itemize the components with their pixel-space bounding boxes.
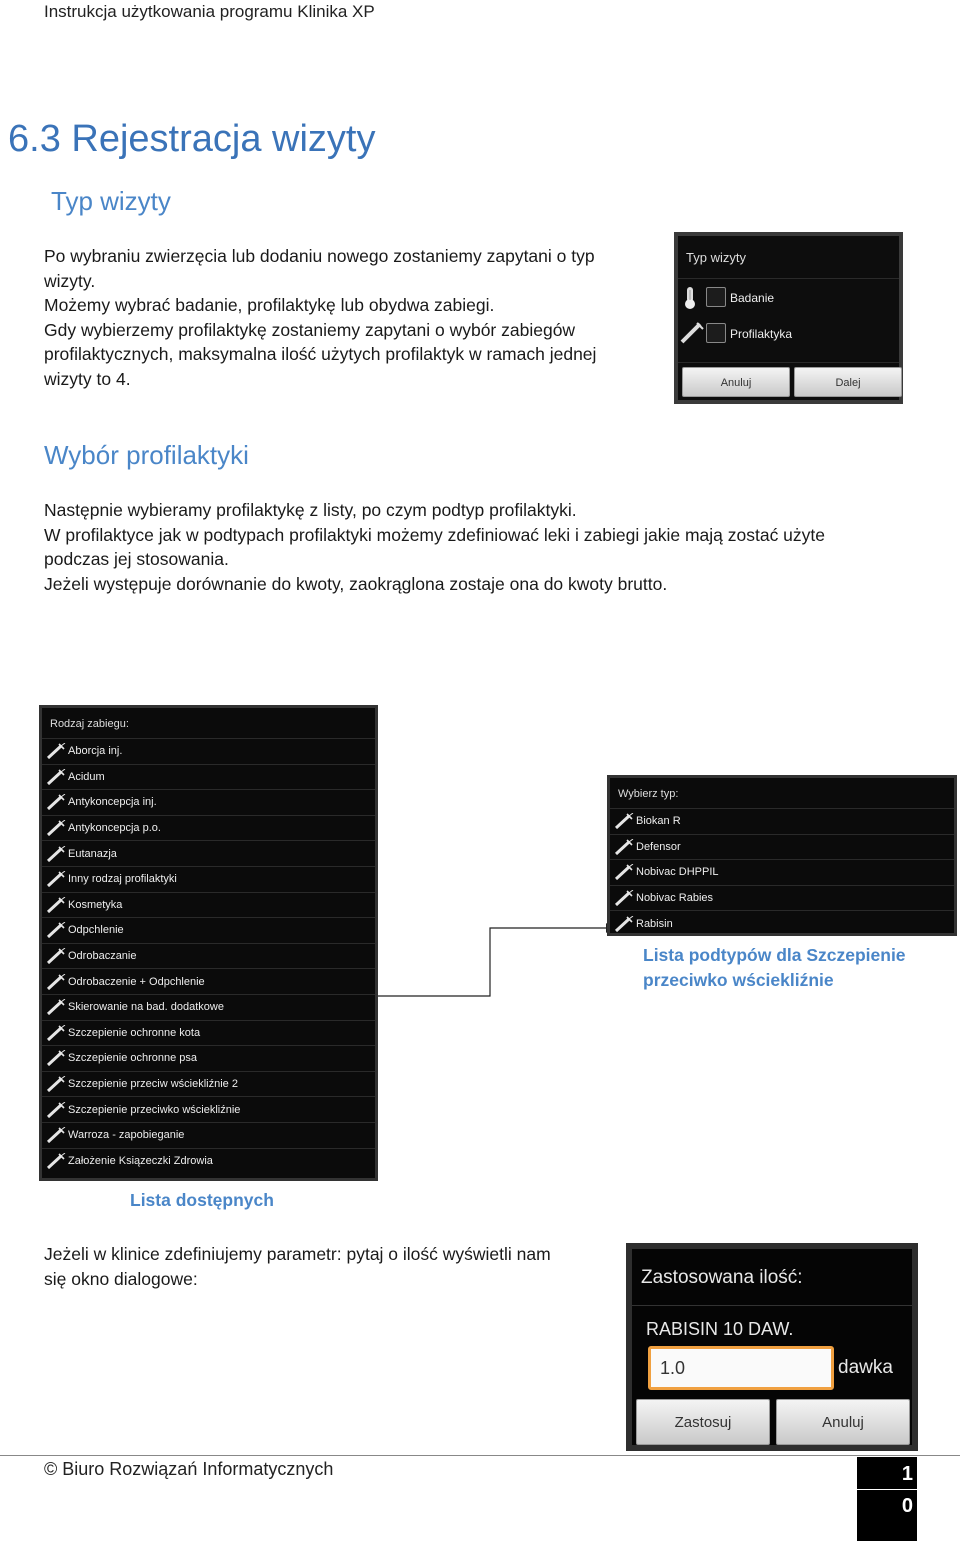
list-item[interactable] bbox=[42, 943, 375, 969]
list-item[interactable] bbox=[42, 764, 375, 790]
syringe-icon bbox=[46, 769, 66, 785]
quantity-dialog bbox=[626, 1243, 918, 1451]
syringe-icon bbox=[614, 916, 634, 932]
syringe-icon bbox=[46, 820, 66, 836]
list-item-label: Warroza - zapobieganie bbox=[68, 1129, 185, 1142]
list-item[interactable] bbox=[42, 1096, 375, 1122]
paragraph-line: Gdy wybierzemy profilaktykę zostaniemy zapytani o wybór zabiegów bbox=[44, 319, 576, 340]
paragraph-line: Po wybraniu zwierzęcia lub dodaniu nowego zostaniemy zapytani o typ bbox=[44, 246, 595, 266]
syringe-icon bbox=[46, 1025, 66, 1041]
syringe-icon bbox=[46, 871, 66, 887]
subtype-list bbox=[607, 775, 957, 936]
syringe-icon bbox=[614, 864, 634, 880]
syringe-icon bbox=[46, 999, 66, 1015]
paragraph-line: profilaktycznych, maksymalna ilość użytych profilaktyk w ramach jednej bbox=[44, 344, 597, 365]
paragraph-line: wizyty to 4. bbox=[44, 368, 131, 389]
list-item-label: Inny rodzaj profilaktyki bbox=[68, 873, 177, 886]
paragraph-line: Jeżeli w klinice zdefiniujemy parametr: pytaj o ilość wyświetli nam bbox=[44, 1244, 551, 1264]
cancel-button[interactable]: Anuluj bbox=[776, 1399, 910, 1445]
list-item-label: Szczepienie ochronne kota bbox=[68, 1026, 201, 1039]
list-item-label: Odpchlenie bbox=[68, 924, 124, 937]
subtype-caption bbox=[643, 943, 906, 993]
product-name: RABISIN 10 DAW. bbox=[646, 1319, 794, 1339]
option-label: Profilaktyka bbox=[730, 327, 793, 341]
list-item[interactable] bbox=[610, 834, 954, 860]
next-button[interactable]: Dalej bbox=[794, 367, 902, 397]
list-item-label: Kosmetyka bbox=[68, 898, 123, 911]
list-item[interactable] bbox=[42, 1071, 375, 1097]
list-item-label: Aborcja inj. bbox=[68, 745, 123, 758]
syringe-icon bbox=[614, 839, 634, 855]
syringe-icon bbox=[46, 794, 66, 810]
quantity-input[interactable] bbox=[648, 1346, 834, 1390]
list-item[interactable] bbox=[610, 885, 954, 911]
page-number bbox=[857, 1457, 917, 1541]
footer-text: © Biuro Rozwiązań Informatycznych bbox=[44, 1459, 334, 1479]
prophylaxis-heading: Wybór profilaktyki bbox=[44, 440, 249, 470]
paragraph-line: Możemy wybrać badanie, profilaktykę lub obydwa zabiegi. bbox=[44, 295, 495, 316]
syringe-icon bbox=[46, 743, 66, 759]
caption-line: przeciwko wściekliźnie bbox=[643, 970, 834, 990]
prophylaxis-type-list bbox=[39, 705, 378, 1181]
list-item[interactable] bbox=[42, 994, 375, 1020]
list-item-label: Nobivac DHPPIL bbox=[636, 866, 719, 879]
list-item-label: Skierowanie na bad. dodatkowe bbox=[68, 1001, 224, 1014]
option-label: Badanie bbox=[730, 291, 775, 305]
list-item[interactable] bbox=[42, 866, 375, 892]
visit-type-dialog bbox=[674, 232, 903, 404]
list-item-label: Założenie Ksiązeczki Zdrowia bbox=[68, 1154, 213, 1167]
list-item[interactable] bbox=[42, 917, 375, 943]
list-item-label: Acidum bbox=[68, 770, 105, 783]
paragraph-line: się okno dialogowe: bbox=[44, 1268, 198, 1289]
dialog-title: Zastosowana ilość: bbox=[641, 1267, 803, 1288]
list-header: Wybierz typ: bbox=[618, 788, 679, 800]
list-item-label: Rabisin bbox=[636, 917, 673, 930]
list-item-label: Antykoncepcja inj. bbox=[68, 796, 157, 809]
list-item-label: Szczepienie przeciwko wściekliźnie bbox=[68, 1103, 241, 1116]
page-header: Instrukcja użytkowania programu Klinika XP bbox=[44, 2, 375, 21]
page-digit: 0 bbox=[901, 1495, 913, 1517]
syringe-icon bbox=[46, 846, 66, 862]
list-item[interactable] bbox=[42, 815, 375, 841]
list-item-label: Odrobaczenie + Odpchlenie bbox=[68, 975, 205, 988]
list-item[interactable] bbox=[42, 840, 375, 866]
list-item[interactable] bbox=[42, 1148, 375, 1174]
unit-label: dawka bbox=[838, 1357, 893, 1378]
list-item[interactable] bbox=[42, 892, 375, 918]
visit-type-heading: Typ wizyty bbox=[51, 186, 171, 216]
list-item[interactable] bbox=[42, 1020, 375, 1046]
syringe-icon bbox=[46, 1076, 66, 1092]
list-item-label: Defensor bbox=[636, 840, 681, 853]
cancel-button[interactable]: Anuluj bbox=[682, 367, 790, 397]
list-item-label: Odrobaczanie bbox=[68, 950, 137, 963]
syringe-icon bbox=[46, 1050, 66, 1066]
syringe-icon bbox=[46, 1153, 66, 1169]
dialog-title: Typ wizyty bbox=[686, 250, 746, 265]
caption-line: Lista podtypów dla Szczepienie bbox=[643, 945, 906, 965]
syringe-icon bbox=[46, 948, 66, 964]
paragraph-line: wizyty. bbox=[44, 270, 96, 291]
page-digit: 1 bbox=[901, 1463, 913, 1485]
list-item[interactable] bbox=[610, 910, 954, 936]
list-item[interactable] bbox=[42, 1122, 375, 1148]
syringe-icon bbox=[46, 974, 66, 990]
paragraph-line: Jeżeli występuje dorównanie do kwoty, zaokrąglona zostaje ona do kwoty brutto. bbox=[44, 573, 668, 594]
paragraph-line: W profilaktyce jak w podtypach profilaktyki możemy zdefiniować leki i zabiegi jakie mają zostać użyte bbox=[44, 524, 826, 545]
list-item-label: Szczepienie ochronne psa bbox=[68, 1052, 198, 1065]
list-item[interactable] bbox=[42, 1045, 375, 1071]
list-item[interactable] bbox=[610, 859, 954, 885]
section-title: 6.3 Rejestracja wizyty bbox=[8, 118, 376, 160]
list-item-label: Antykoncepcja p.o. bbox=[68, 822, 161, 835]
connector-arrow bbox=[378, 920, 613, 1000]
list-item-label: Nobivac Rabies bbox=[636, 892, 714, 905]
prophylaxis-text bbox=[44, 498, 825, 596]
list-item[interactable] bbox=[610, 808, 954, 834]
list-header: Rodzaj zabiegu: bbox=[50, 718, 129, 730]
list-item[interactable] bbox=[42, 789, 375, 815]
badanie-checkbox[interactable] bbox=[706, 287, 726, 307]
list-item-label: Eutanazja bbox=[68, 847, 117, 860]
apply-button[interactable]: Zastosuj bbox=[636, 1399, 770, 1445]
syringe-icon bbox=[680, 322, 704, 349]
syringe-icon bbox=[46, 1102, 66, 1118]
footer-divider bbox=[0, 1455, 960, 1456]
thermometer-icon bbox=[684, 286, 696, 315]
syringe-icon bbox=[46, 897, 66, 913]
paragraph-line: Następnie wybieramy profilaktykę z listy, po czym podtyp profilaktyki. bbox=[44, 500, 577, 520]
syringe-icon bbox=[614, 890, 634, 906]
visit-type-text bbox=[44, 244, 596, 392]
list-item[interactable] bbox=[42, 738, 375, 764]
list-item-label: Biokan R bbox=[636, 815, 681, 828]
paragraph-line: podczas jej stosowania. bbox=[44, 549, 229, 570]
list-item-label: Szczepienie przeciw wściekliźnie 2 bbox=[68, 1078, 238, 1091]
quantity-text bbox=[44, 1242, 551, 1291]
list-caption: Lista dostępnych bbox=[130, 1190, 274, 1210]
syringe-icon bbox=[46, 922, 66, 938]
syringe-icon bbox=[46, 1127, 66, 1143]
syringe-icon bbox=[614, 813, 634, 829]
list-item[interactable] bbox=[42, 968, 375, 994]
profilaktyka-checkbox[interactable] bbox=[706, 323, 726, 343]
